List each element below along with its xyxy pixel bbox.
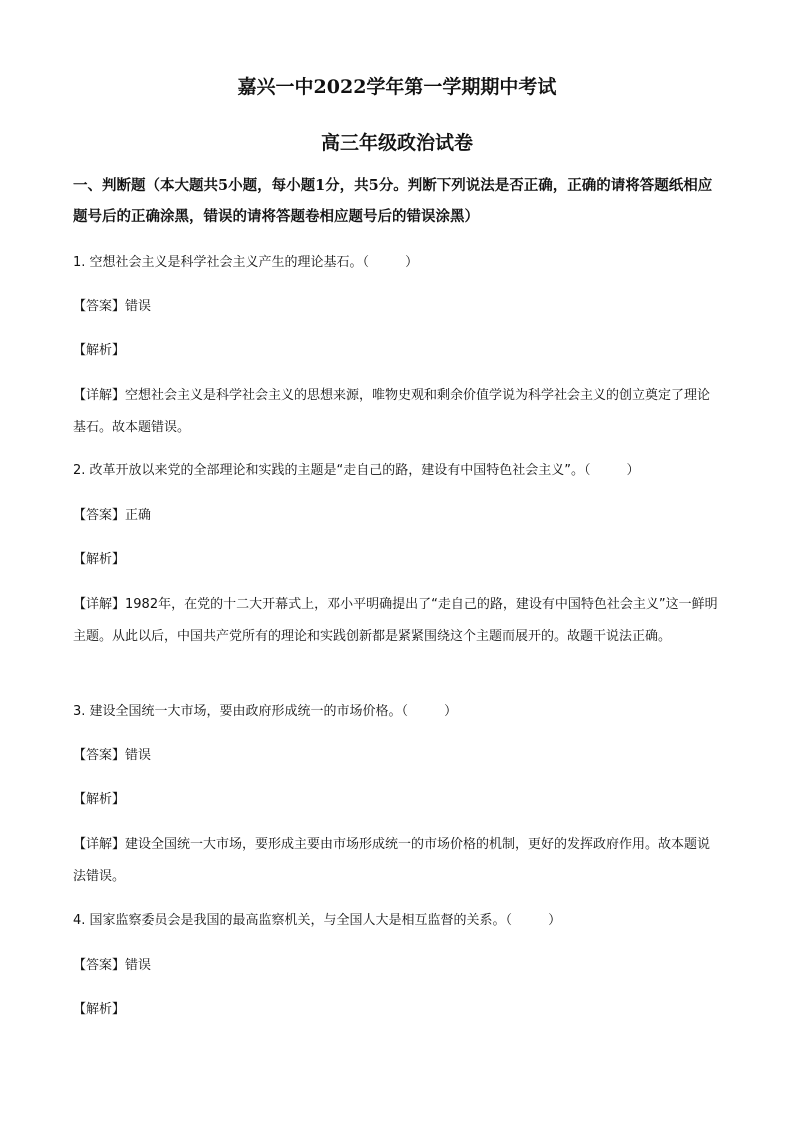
question-3-stem bbox=[73, 702, 457, 722]
answer-paren-open: （ bbox=[401, 704, 409, 719]
detail-text: 建设全国统一大市场，要形成主要由市场形成统一的市场价格的机制，更好的发挥政府作用。故本题说法错误。 bbox=[73, 837, 711, 884]
question-stem-text: 2. 改革开放以来党的全部理论和实践的主题是“走自己的路，建设有中国特色社会主义”。 bbox=[73, 463, 585, 478]
answer-value: 错误 bbox=[125, 299, 152, 314]
question-2-answer bbox=[73, 506, 151, 526]
detail-tag: 【详解】 bbox=[73, 837, 126, 852]
answer-paren-open: （ bbox=[362, 255, 370, 270]
detail-text: 空想社会主义是科学社会主义的思想来源，唯物史观和剩余价值学说为科学社会主义的创立奠定了理论基石。故本题错误。 bbox=[73, 388, 711, 435]
question-1-analysis bbox=[73, 341, 125, 361]
question-3-answer bbox=[73, 746, 151, 766]
answer-paren-open: （ bbox=[584, 463, 591, 478]
question-1-detail bbox=[73, 380, 721, 444]
question-3-analysis bbox=[73, 790, 125, 810]
answer-tag: 【答案】 bbox=[73, 299, 126, 314]
detail-text: 1982年，在党的十二大开幕式上，邓小平明确提出了“走自己的路，建设有中国特色社会主义”这一鲜明主题。从此以后，中国共产党所有的理论和实践创新都是紧紧围绕这个主题而展开的。故题干说法正确。 bbox=[73, 597, 718, 644]
analysis-tag: 【解析】 bbox=[73, 343, 126, 358]
detail-tag: 【详解】 bbox=[73, 597, 126, 612]
question-1-answer bbox=[73, 297, 151, 317]
question-2-stem bbox=[73, 461, 640, 481]
answer-value: 错误 bbox=[125, 958, 152, 973]
answer-value: 正确 bbox=[125, 508, 152, 523]
question-2-detail bbox=[73, 589, 721, 653]
answer-paren-close: ） bbox=[548, 913, 562, 928]
answer-tag: 【答案】 bbox=[73, 748, 126, 763]
answer-value: 错误 bbox=[125, 748, 152, 763]
answer-tag: 【答案】 bbox=[73, 958, 126, 973]
question-1-stem bbox=[73, 253, 418, 273]
question-stem-text: 4. 国家监察委员会是我国的最高监察机关，与全国人大是相互监督的关系。 bbox=[73, 913, 506, 928]
exam-title: 嘉兴一中2022学年第一学期期中考试 bbox=[237, 76, 557, 98]
answer-paren-close: ） bbox=[626, 463, 640, 478]
question-3-detail bbox=[73, 829, 721, 893]
question-4-answer bbox=[73, 956, 151, 976]
answer-paren-open: （ bbox=[505, 913, 513, 928]
question-stem-text: 3. 建设全国统一大市场，要由政府形成统一的市场价格。 bbox=[73, 704, 402, 719]
analysis-tag: 【解析】 bbox=[73, 1002, 126, 1017]
question-4-stem bbox=[73, 911, 561, 931]
question-2-analysis bbox=[73, 550, 125, 570]
answer-paren-close: ） bbox=[444, 704, 458, 719]
answer-tag: 【答案】 bbox=[73, 508, 126, 523]
section-heading: 一、判断题（本大题共5小题，每小题1分，共5分。判断下列说法是否正确，正确的请将答题纸相应题号后的正确涂黑，错误的请将答题卷相应题号后的错误涂黑） bbox=[73, 177, 713, 225]
analysis-tag: 【解析】 bbox=[73, 792, 126, 807]
analysis-tag: 【解析】 bbox=[73, 552, 126, 567]
question-4-analysis bbox=[73, 1000, 125, 1020]
answer-paren-close: ） bbox=[405, 255, 419, 270]
detail-tag: 【详解】 bbox=[73, 388, 126, 403]
question-stem-text: 1. 空想社会主义是科学社会主义产生的理论基石。 bbox=[73, 255, 363, 270]
exam-subtitle: 高三年级政治试卷 bbox=[320, 132, 473, 154]
